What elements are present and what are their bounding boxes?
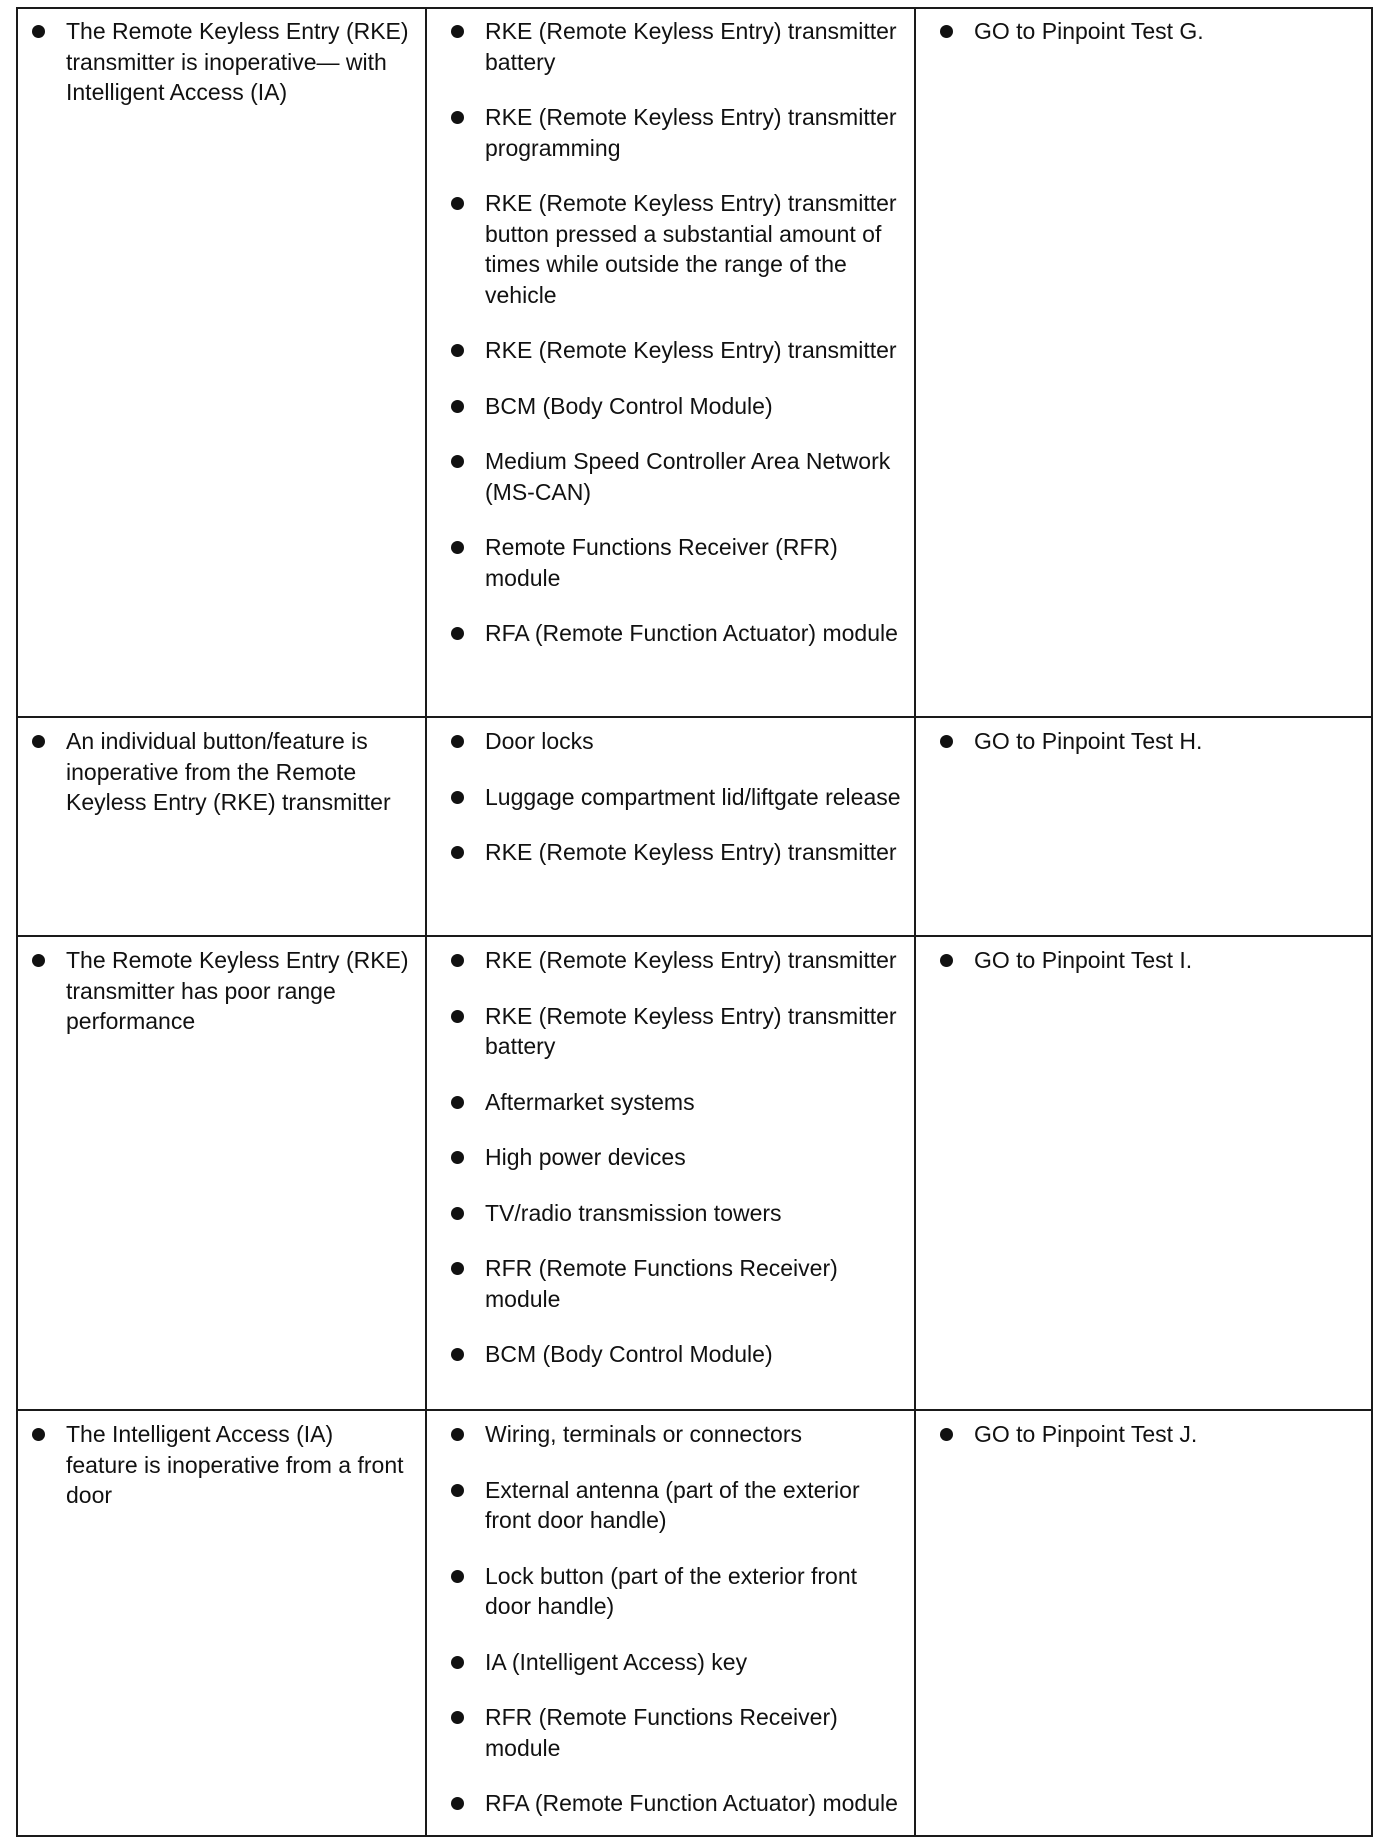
bullet-icon (451, 1262, 464, 1275)
row-4-symptom-cell (30, 1419, 410, 1511)
row-4-causes-list (449, 1419, 904, 1819)
bullet-icon (451, 846, 464, 859)
bullet-icon (32, 25, 45, 38)
row-4-symptom-list (30, 1419, 410, 1511)
bullet-icon (451, 1797, 464, 1810)
column-divider-1 (425, 7, 427, 1837)
row-4-action-list (938, 1419, 1358, 1450)
list-item: RFA (Remote Function Actuator) module (449, 618, 904, 649)
list-item: Medium Speed Controller Area Network (MS-CAN) (449, 446, 904, 507)
row-1-symptom-list (30, 16, 410, 108)
row-3-causes-cell (449, 945, 904, 1370)
list-item: RFR (Remote Functions Receiver) module (449, 1253, 904, 1314)
bullet-icon (32, 735, 45, 748)
bullet-icon (451, 1096, 464, 1109)
row-3-action-list (938, 945, 1358, 976)
row-3-symptom-list (30, 945, 410, 1037)
list-item: RKE (Remote Keyless Entry) transmitter battery (449, 16, 904, 77)
bullet-icon (940, 25, 953, 38)
list-item: High power devices (449, 1142, 904, 1173)
bullet-icon (451, 1428, 464, 1441)
bullet-icon (940, 735, 953, 748)
row-4-action-cell (938, 1419, 1358, 1450)
list-item: TV/radio transmission towers (449, 1198, 904, 1229)
bullet-icon (32, 954, 45, 967)
row-2-causes-cell (449, 726, 904, 868)
table-border-bottom (16, 1835, 1373, 1837)
bullet-icon (451, 1656, 464, 1669)
bullet-icon (451, 627, 464, 640)
row-2-action-cell (938, 726, 1358, 757)
list-item: Lock button (part of the exterior front door handle) (449, 1561, 904, 1622)
list-item: The Intelligent Access (IA) feature is inoperative from a front door (30, 1419, 410, 1511)
row-3-action-cell (938, 945, 1358, 976)
column-divider-2 (914, 7, 916, 1837)
table-border-left (16, 7, 18, 1837)
bullet-icon (451, 1484, 464, 1497)
row-2-symptom-list (30, 726, 410, 818)
list-item: RKE (Remote Keyless Entry) transmitter battery (449, 1001, 904, 1062)
bullet-icon (451, 791, 464, 804)
row-1-causes-cell (449, 16, 904, 649)
list-item: GO to Pinpoint Test G. (938, 16, 1358, 47)
row-1-action-cell (938, 16, 1358, 47)
bullet-icon (451, 954, 464, 967)
list-item: RKE (Remote Keyless Entry) transmitter (449, 837, 904, 868)
bullet-icon (451, 1348, 464, 1361)
row-2-symptom-cell (30, 726, 410, 818)
bullet-icon (451, 1570, 464, 1583)
bullet-icon (451, 1207, 464, 1220)
bullet-icon (32, 1428, 45, 1441)
row-3-symptom-cell (30, 945, 410, 1037)
row-1-symptom-cell (30, 16, 410, 108)
row-2-action-list (938, 726, 1358, 757)
list-item: An individual button/feature is inoperative from the Remote Keyless Entry (RKE) transmitter (30, 726, 410, 818)
bullet-icon (451, 735, 464, 748)
list-item: GO to Pinpoint Test H. (938, 726, 1358, 757)
list-item: RKE (Remote Keyless Entry) transmitter programming (449, 102, 904, 163)
list-item: GO to Pinpoint Test J. (938, 1419, 1358, 1450)
list-item: RFR (Remote Functions Receiver) module (449, 1702, 904, 1763)
list-item: Aftermarket systems (449, 1087, 904, 1118)
list-item: The Remote Keyless Entry (RKE) transmitter is inoperative— with Intelligent Access (IA) (30, 16, 410, 108)
bullet-icon (451, 197, 464, 210)
bullet-icon (451, 1151, 464, 1164)
bullet-icon (451, 344, 464, 357)
bullet-icon (940, 954, 953, 967)
bullet-icon (451, 111, 464, 124)
table-border-right (1371, 7, 1373, 1837)
list-item: Luggage compartment lid/liftgate release (449, 782, 904, 813)
list-item: BCM (Body Control Module) (449, 391, 904, 422)
list-item: Wiring, terminals or connectors (449, 1419, 904, 1450)
row-divider-3 (16, 1409, 1373, 1411)
list-item: RKE (Remote Keyless Entry) transmitter (449, 945, 904, 976)
row-3-causes-list (449, 945, 904, 1370)
list-item: RKE (Remote Keyless Entry) transmitter (449, 335, 904, 366)
row-divider-2 (16, 935, 1373, 937)
bullet-icon (451, 1711, 464, 1724)
list-item: External antenna (part of the exterior front door handle) (449, 1475, 904, 1536)
list-item: IA (Intelligent Access) key (449, 1647, 904, 1678)
list-item: GO to Pinpoint Test I. (938, 945, 1358, 976)
bullet-icon (451, 541, 464, 554)
row-1-action-list (938, 16, 1358, 47)
list-item: Remote Functions Receiver (RFR) module (449, 532, 904, 593)
row-2-causes-list (449, 726, 904, 868)
list-item: RFA (Remote Function Actuator) module (449, 1788, 904, 1819)
table-border-top (16, 7, 1373, 9)
list-item: RKE (Remote Keyless Entry) transmitter button pressed a substantial amount of times while outside the range of the vehicle (449, 188, 904, 310)
row-4-causes-cell (449, 1419, 904, 1819)
row-divider-1 (16, 716, 1373, 718)
list-item: BCM (Body Control Module) (449, 1339, 904, 1370)
bullet-icon (451, 455, 464, 468)
list-item: Door locks (449, 726, 904, 757)
row-1-causes-list (449, 16, 904, 649)
bullet-icon (451, 400, 464, 413)
list-item: The Remote Keyless Entry (RKE) transmitter has poor range performance (30, 945, 410, 1037)
bullet-icon (451, 1010, 464, 1023)
bullet-icon (451, 25, 464, 38)
bullet-icon (940, 1428, 953, 1441)
